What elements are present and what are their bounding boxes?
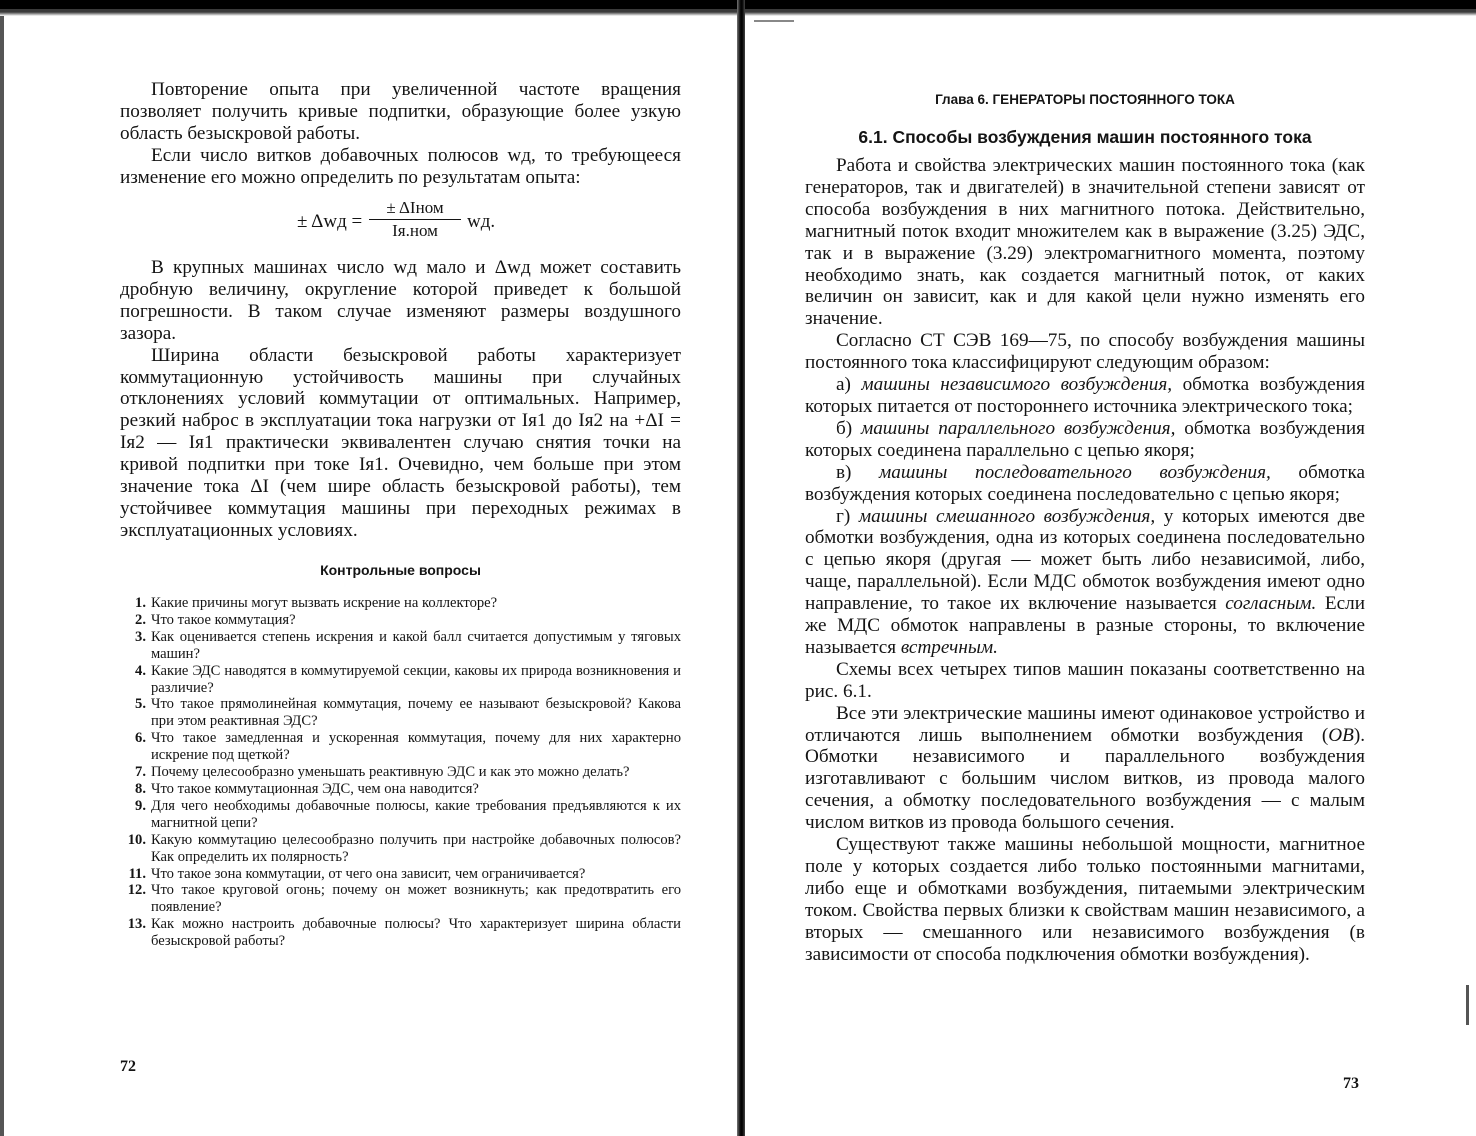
book-spine [737,0,745,1136]
formula [297,198,517,246]
formula-numerator: ± ΔIном [386,198,444,217]
list-item: 2. Что такое коммутация? [135,611,296,628]
paragraph: В крупных машинах число wд мало и Δwд может составить дробную величину, округление которой приведет к большой погрешности. В таком случае изменяют размеры воздушного зазора. [120,257,681,344]
list-item: 7. Почему целесообразно уменьшать реактивную ЭДС и как это можно делать? [135,764,630,781]
left-intro-text [120,79,681,189]
list-item: 4. Какие ЭДС наводятся в коммутируемой секции, каковы их природа возникновения и различие? [135,662,681,696]
right-main-text [805,155,1365,966]
list-item: 5. Что такое прямолинейная коммутация, почему ее называют безыскровой? Какова при этом реактивная ЭДС? [135,696,681,730]
list-item: 1. Какие причины могут вызвать искрение на коллекторе? [135,595,498,611]
classification-item: а) машины независимого возбуждения, обмотка возбуждения которых питается от постороннего источника электрического тока; [805,374,1365,417]
questions-list [120,595,681,950]
page-73 [745,0,1476,1136]
page-72 [0,0,737,1136]
left-main-text [120,257,681,542]
paragraph: Повторение опыта при увеличенной частоте вращения позволяет получить кривые подпитки, образующие более узкую область безыскровой работы. [120,79,681,144]
list-item: 3. Как оценивается степень искрения и какой балл считается допустимым у тяговых машин? [135,628,681,662]
list-item: 9. Для чего необходимы добавочные полюсы, какие требования предъявляются к их магнитной цепи? [135,797,681,831]
list-item: 12. Что такое круговой огонь; почему он может возникнуть; как предотвратить его появление? [127,882,681,916]
page-number: 73 [1343,1075,1359,1092]
classification-item: г) машины смешанного возбуждения, у которых имеются две обмотки возбуждения, одна из которых соединена последовательно с цепью якоря (другая — может быть либо независимой, либо, чаще, параллельной). Если МДС обмоток возбуждения имеют одно направление, то такое их включение называется согласным. Если же МДС обмоток направлены в разные стороны, то включение называется встречным. [805,505,1366,658]
classification-item: б) машины параллельного возбуждения, обмотка возбуждения которых соединена параллельно с цепью якоря; [805,417,1365,461]
paragraph: Ширина области безыскровой работы характеризует коммутационную устойчивость машины при случайных отклонениях условий коммутации от оптимальных. Например, резкий наброс в эксплуатации тока нагрузки от Iя1 до Iя2 на +ΔI = Iя2 — Iя1 практически эквивалентен случаю снятия точки на кривой подпитки при токе Iя1. Очевидно, чем больше при этом значение тока ΔI (чем шире область безыскровой работы), тем устойчивее коммутация машины при переходных режимах в эксплуатационных условиях. [120,344,681,541]
list-item: 13. Как можно настроить добавочные полюсы? Что характеризует ширина области безыскровой работы? [127,916,681,950]
questions-heading: Контрольные вопросы [320,562,481,578]
formula-fraction [369,198,461,241]
list-item: 11. Что такое зона коммутации, от чего она зависит, чем ограничивается? [128,865,586,882]
list-item: 8. Что такое коммутационная ЭДС, чем она наводится? [135,780,479,797]
chapter-heading: Глава 6. ГЕНЕРАТОРЫ ПОСТОЯННОГО ТОКА [935,92,1235,107]
fraction-bar [369,219,461,220]
paragraph: Если число витков добавочных полюсов wд, то требующееся изменение его можно определить по результатам опыта: [120,144,681,188]
paragraph: Все эти электрические машины имеют одинаковое устройство и отличаются лишь выполнением обмотки возбуждения (ОВ). Обмотки независимого и параллельного возбуждения изготавливают с большим числом витков, из провода малого сечения, а обмотку последовательного возбуждения — с малым числом витков из провода большого сечения. [805,702,1365,834]
paragraph: Существуют также машины небольшой мощности, магнитное поле у которых создается либо только постоянными магнитами, либо еще и обмотками возбуждения, питаемыми электрическим током. Свойства первых близки к свойствам машин независимого, а вторых — смешанного или независимого возбуждения (в зависимости от способа подключения обмотки возбуждения). [805,834,1365,965]
list-item: 10. Какую коммутацию целесообразно получить при настройке добавочных полюсов? Как определить их полярность? [127,831,681,865]
scan-artifact [1466,985,1469,1025]
scan-artifact [754,20,794,22]
list-item: 6. Что такое замедленная и ускоренная коммутация, почему для них характерно искрение под щеткой? [135,730,681,764]
page-number: 72 [120,1058,136,1075]
paragraph: Работа и свойства электрических машин постоянного тока (как генераторов, так и двигателей) в значительной степени зависят от способа возбуждения в них магнитного потока. Действительно, магнитный поток входит множителем как в выражение (3.25) ЭДС, так и в выражение (3.29) электромагнитного момента, поэтому необходимо знать, как создается магнитный поток, от каких величин он зависит, как и для какой цели нужно изменять его значение. [805,155,1365,330]
classification-item: в) машины последовательного возбуждения, обмотка возбуждения которых соединена последовательно с цепью якоря; [805,461,1365,505]
paragraph: Схемы всех четырех типов машин показаны соответственно на рис. 6.1. [805,658,1365,702]
formula-lhs: ± Δwд = [297,211,363,232]
formula-rhs: wд. [467,211,496,232]
formula-denominator: Iя.ном [392,221,438,240]
section-heading: 6.1. Способы возбуждения машин постоянного тока [858,127,1312,147]
paragraph: Согласно СТ СЭВ 169—75, по способу возбуждения машины постоянного тока классифицируют следующим образом: [805,330,1365,374]
